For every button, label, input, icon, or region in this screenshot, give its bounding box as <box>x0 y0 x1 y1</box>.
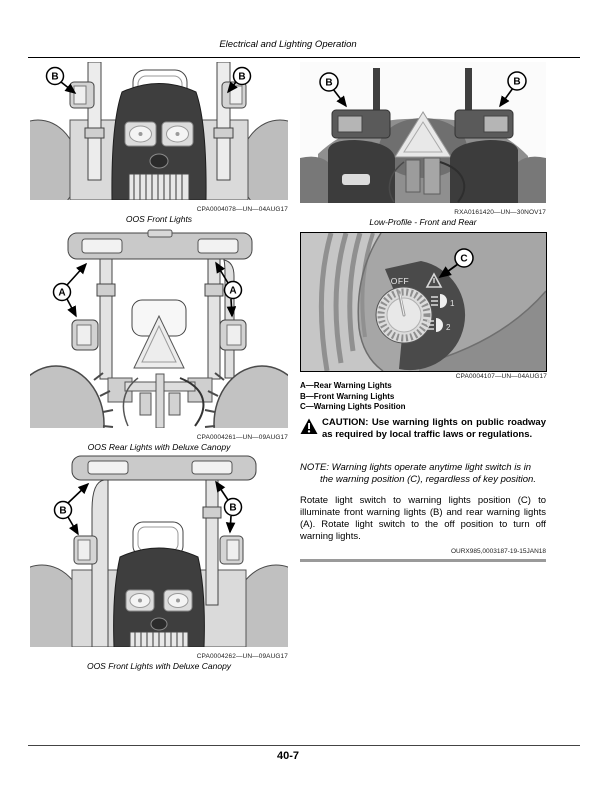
svg-text:B: B <box>51 71 59 83</box>
legend-item-b: B—Front Warning Lights <box>300 391 395 401</box>
figure-caption: OOS Front Lights with Deluxe Canopy <box>86 661 232 671</box>
footer-rule <box>28 745 580 746</box>
figure-caption: Low-Profile - Front and Rear <box>369 217 477 227</box>
right-rear-tire <box>205 366 288 428</box>
right-fender <box>450 140 518 203</box>
figure-light-switch <box>300 232 547 380</box>
page-number: 40-7 <box>276 750 300 762</box>
svg-text:B: B <box>513 76 521 88</box>
axle-and-hitch <box>108 374 212 428</box>
image-code: CPA0004078—UN—04AUG17 <box>196 206 288 213</box>
svg-text:B: B <box>325 77 333 89</box>
body-paragraph: Rotate light switch to warning lights position (C) to illuminate front warning lights (B) and rear warning lights (A). Rotate light switch to the off position to turn off warning lights. <box>300 495 546 542</box>
front-warning-light-right <box>222 82 246 108</box>
tractor-rear-view-canopy-illustration <box>30 228 288 428</box>
callout-b-left <box>55 484 89 534</box>
legend-item-c: C—Warning Lights Position <box>300 402 406 411</box>
svg-text:C: C <box>460 253 468 265</box>
note-text: NOTE: Warning lights operate anytime light switch is in the warning position (C), regardless of key position. <box>300 462 536 485</box>
switch-off-label: OFF <box>390 276 410 286</box>
rear-warning-light-left <box>72 320 98 350</box>
figure-oos-rear-lights-deluxe-canopy <box>30 228 288 452</box>
image-code: CPA0004261—UN—09AUG17 <box>196 434 288 441</box>
caution-block <box>300 417 546 440</box>
hood <box>112 84 206 201</box>
left-rear-tire <box>30 366 113 428</box>
light-switch-knob <box>376 287 432 343</box>
image-code: CPA0004262—UN—09AUG17 <box>196 653 288 660</box>
page-header-title: Electrical and Lighting Operation <box>219 39 357 50</box>
light-switch-illustration <box>301 233 546 371</box>
legend-item-a: A—Rear Warning Lights <box>300 381 392 390</box>
image-code: CPA0004107—UN—04AUG17 <box>455 373 547 380</box>
front-warning-light-right <box>455 110 513 138</box>
figure-oos-front-lights <box>30 62 288 224</box>
svg-text:2: 2 <box>446 323 451 332</box>
svg-text:B: B <box>238 71 246 83</box>
document-code: OURX985,0003187-19-15JAN18 <box>450 548 546 555</box>
tractor-front-view-illustration <box>30 62 288 200</box>
left-fender <box>328 140 395 203</box>
warning-triangle-icon <box>300 417 322 440</box>
image-code: RXA0161420—UN—30NOV17 <box>454 209 546 216</box>
callout-b-left <box>47 68 76 94</box>
figure-caption: OOS Front Lights <box>125 214 193 224</box>
svg-text:B: B <box>229 502 237 514</box>
switch-photo-frame <box>300 232 547 372</box>
front-warning-light-left <box>74 536 97 564</box>
section-divider <box>300 559 546 562</box>
figure-oos-front-lights-deluxe-canopy <box>30 452 288 671</box>
svg-text:A: A <box>58 287 66 299</box>
svg-text:B: B <box>59 505 67 517</box>
svg-text:A: A <box>229 285 237 297</box>
canopy <box>72 456 256 480</box>
rops-post-right <box>203 480 221 605</box>
svg-text:1: 1 <box>450 299 455 308</box>
low-profile-tractor-photo-illustration <box>300 62 546 203</box>
front-warning-light-left <box>70 82 94 108</box>
rear-warning-light-right <box>220 320 246 350</box>
figure-low-profile-front-rear <box>300 62 546 227</box>
figure-caption: OOS Rear Lights with Deluxe Canopy <box>87 442 231 452</box>
front-warning-light-right <box>220 536 243 564</box>
canopy <box>68 230 252 259</box>
right-fender <box>198 570 246 647</box>
tractor-front-view-canopy-illustration <box>30 452 288 647</box>
hood <box>114 548 205 647</box>
callout-a-left <box>54 264 87 316</box>
header-rule <box>28 57 580 58</box>
caution-text: CAUTION: Use warning lights on public roadway as required by local traffic laws or regulations. <box>322 417 546 440</box>
callout-legend <box>300 381 546 413</box>
front-warning-light-left <box>332 110 390 138</box>
